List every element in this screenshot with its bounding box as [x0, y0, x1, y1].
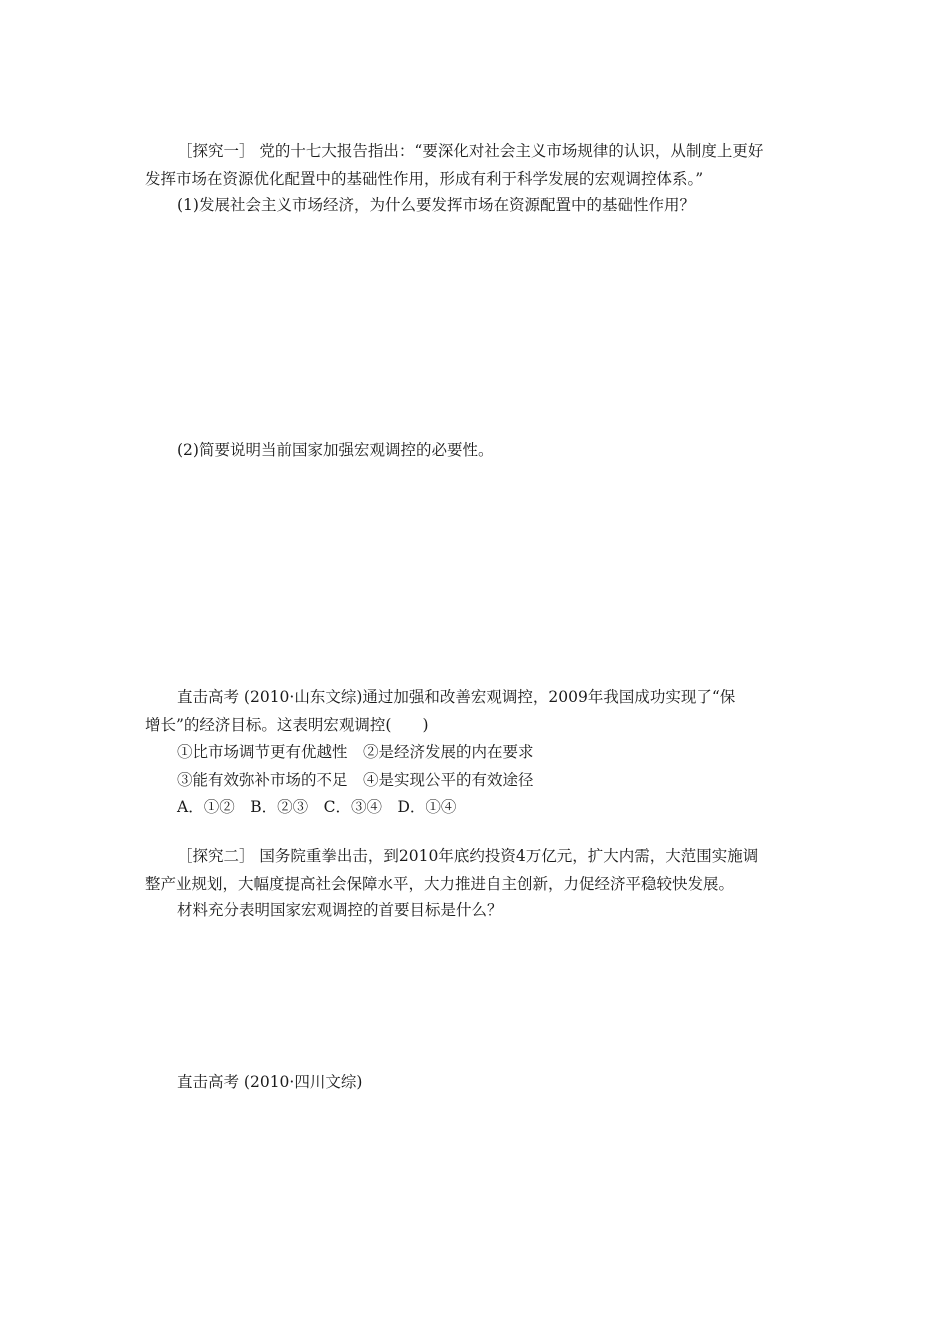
inquiry-two-paragraph: [145, 843, 810, 898]
inquiry-one-paragraph: [145, 138, 810, 193]
inquiry-two-question-text: 材料充分表明国家宏观调控的首要目标是什么？: [177, 901, 503, 919]
inquiry-one-line-2: 发挥市场在资源优化配置中的基础性作用，形成有利于科学发展的宏观调控体系。”: [145, 169, 704, 188]
question-2-text: (2)简要说明当前国家加强宏观调控的必要性。: [177, 441, 494, 459]
exam-question-shandong: [145, 684, 810, 822]
question-1-text: (1)发展社会主义市场经济，为什么要发挥市场在资源配置中的基础性作用？: [177, 196, 695, 214]
exam-shandong-options-1: ①比市场调节更有优越性 ②是经济发展的内在要求: [177, 743, 534, 761]
exam-sichuan-heading: 直击高考 (2010·四川文综): [177, 1073, 363, 1091]
inquiry-two-line-2: 整产业规划，大幅度提高社会保障水平，大力推进自主创新，力促经济平稳较快发展。: [145, 874, 735, 893]
exam-shandong-choices: A．①② B．②③ C．③④ D．①④: [177, 798, 457, 816]
inquiry-two-line-1: ［探究二］ 国务院重拳出击，到2010年底约投资4万亿元，扩大内需，大范围实施调: [177, 847, 759, 865]
exam-question-sichuan: [145, 1069, 810, 1097]
exam-shandong-line-2: 增长”的经济目标。这表明宏观调控( ): [145, 715, 429, 734]
inquiry-one-question-2: [145, 437, 810, 465]
inquiry-one-line-1: ［探究一］ 党的十七大报告指出：“要深化对社会主义市场规律的认识，从制度上更好: [177, 142, 764, 160]
exam-shandong-line-1: 直击高考 (2010·山东文综)通过加强和改善宏观调控，2009年我国成功实现了“保: [177, 688, 736, 706]
inquiry-one-question-1: [145, 192, 810, 220]
inquiry-two-question: [145, 897, 810, 925]
exam-shandong-options-2: ③能有效弥补市场的不足 ④是实现公平的有效途径: [177, 770, 534, 789]
